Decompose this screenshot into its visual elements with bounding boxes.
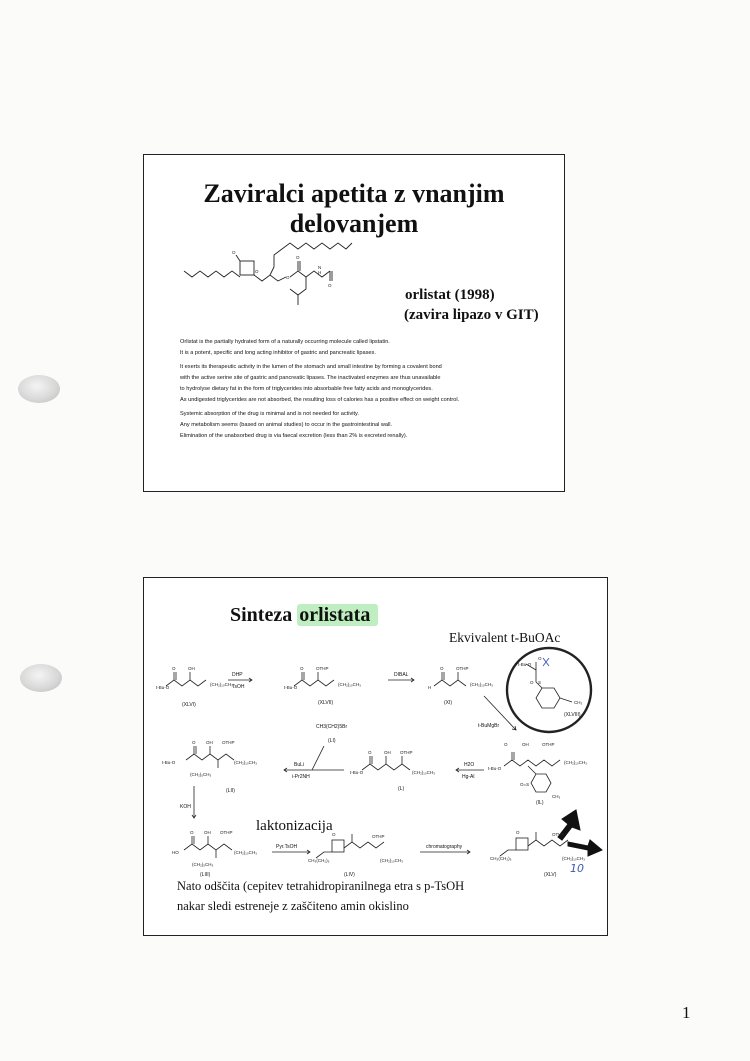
svg-text:(CH₂)₁₀CH₃: (CH₂)₁₀CH₃ (470, 682, 493, 687)
svg-text:(CH₂)₁₀CH₃: (CH₂)₁₀CH₃ (338, 682, 361, 687)
compound-label: (LII) (226, 788, 235, 794)
reagent-label: TsOH (232, 684, 245, 690)
bullet-list (180, 337, 560, 443)
svg-text:(CH₂)₁₀CH₃: (CH₂)₁₀CH₃ (234, 850, 257, 855)
svg-text:CH₃: CH₃ (574, 700, 583, 705)
svg-text:O: O (516, 830, 520, 835)
page-number: 1 (682, 1003, 691, 1022)
reagent-label: KOH (180, 804, 191, 810)
svg-text:OH: OH (188, 666, 195, 671)
svg-text:(CH₂)₅CH₃: (CH₂)₅CH₃ (190, 772, 212, 777)
svg-text:O: O (530, 680, 534, 685)
bullet-item: It exerts its therapeutic activity in the lumen of the stomach and small intestine by forming a covalent bond (180, 363, 442, 370)
reagent-label: Hg-Al (462, 774, 475, 780)
svg-text:H: H (428, 685, 432, 690)
reagent-label: chromatography (426, 844, 463, 850)
note-line: nakar sledi estreneje z zaščiteno amin okislino (177, 899, 409, 913)
slide1-title: Zaviralci apetita z vnanjim delovanjem (203, 179, 505, 238)
svg-text:O=S: O=S (520, 782, 530, 787)
svg-text:OTHP: OTHP (400, 750, 413, 755)
svg-text:OTHP: OTHP (220, 830, 233, 835)
svg-text:t-Bu-O: t-Bu-O (488, 766, 502, 771)
title-prefix: Sinteza (230, 604, 298, 626)
svg-text:(CH₂)₁₀CH₃: (CH₂)₁₀CH₃ (380, 858, 403, 863)
handwritten-mark: 10 (570, 862, 584, 875)
note-line: Nato odščita (cepitev tetrahidropiranilnega etra s p-TsOH (177, 879, 465, 893)
reagent-label: DHP (232, 672, 243, 678)
svg-text:t-Bu-O: t-Bu-O (162, 760, 176, 765)
bullet-item: Elimination of the unabsorbed drug is via faecal excretion (less than 2% is excreted renally). (180, 433, 408, 440)
punch-hole-top (18, 375, 60, 403)
svg-text:t-Bu-O: t-Bu-O (350, 770, 364, 775)
svg-text:O: O (440, 666, 444, 671)
compound-label: (XLVII) (318, 700, 334, 706)
slide-orlistat (143, 154, 565, 492)
drug-name: orlistat (1998) (405, 287, 495, 303)
compound-label: (LIII) (200, 872, 211, 878)
svg-text:(CH₂)₁₀CH₃: (CH₂)₁₀CH₃ (562, 856, 585, 861)
svg-text:O: O (192, 740, 196, 745)
compound-label: (XLVI) (182, 702, 196, 708)
svg-text:O: O (300, 666, 304, 671)
punch-hole-bottom (20, 664, 62, 692)
svg-text:O: O (172, 666, 176, 671)
svg-text:t-Bu-O: t-Bu-O (284, 685, 298, 690)
reagent-label: BuLi (294, 762, 305, 768)
compound-label: (L) (398, 786, 405, 792)
bullet-item: It is a potent, specific and long acting inhibitor of gastric and pancreatic lipases. (180, 350, 376, 357)
svg-text:OTHP: OTHP (372, 834, 385, 839)
svg-text:t-Bu-O: t-Bu-O (518, 662, 532, 667)
bullet-item: Systemic absorption of the drug is minimal and is not needed for activity. (180, 410, 359, 417)
svg-text:OH: OH (204, 830, 211, 835)
drug-action: (zavira lipazo v GIT) (404, 307, 539, 323)
compound-label: (XLVIII) (564, 712, 581, 718)
svg-text:O: O (255, 269, 259, 274)
svg-text:CH₃(CH₂)₅: CH₃(CH₂)₅ (308, 858, 330, 863)
synthesis-note (177, 876, 464, 916)
svg-text:(CH₂)₁₀CH₃: (CH₂)₁₀CH₃ (564, 760, 587, 765)
title-highlight: orlistata (297, 604, 378, 626)
bullet-item: Orlistat is the partially hydrated form of a naturally occurring molecule called lipstatin. (180, 339, 390, 345)
compound-label: (XLV) (544, 872, 557, 878)
svg-text:O: O (190, 830, 194, 835)
bullet-item: As undigested triglycerides are not absorbed, the resulting loss of calories has a positive effect on weight control. (180, 397, 460, 404)
svg-text:OH: OH (206, 740, 213, 745)
compound-label: (IL) (536, 800, 544, 806)
reagent-label: DIBAL (394, 672, 409, 678)
svg-text:O: O (538, 656, 542, 661)
bullet-item: Any metabolism seems (based on animal studies) to occur in the gastrointestinal wall. (180, 422, 393, 429)
svg-text:O: O (332, 832, 336, 837)
svg-text:HO: HO (172, 850, 179, 855)
svg-text:CH₃(CH₂)₅: CH₃(CH₂)₅ (490, 856, 512, 861)
slide-synthesis (143, 577, 608, 936)
svg-text:OTHP: OTHP (552, 832, 565, 837)
svg-text:CH₃: CH₃ (552, 794, 561, 799)
svg-text:N: N (318, 265, 322, 270)
svg-text:O: O (286, 275, 290, 280)
svg-text:t-Bu-O: t-Bu-O (156, 685, 170, 690)
reagent-label: Pyr.TsOH (276, 844, 298, 850)
svg-text:OTHP: OTHP (222, 740, 235, 745)
svg-text:O: O (328, 283, 332, 288)
svg-text:O: O (504, 742, 508, 747)
svg-text:(CH₂)₁₀CH₃: (CH₂)₁₀CH₃ (234, 760, 257, 765)
reagent-label: t-BuMgBr (478, 723, 500, 729)
bullet-item: with the active serine site of gastric and pancreatic lipases. The inactivated enzymes are thus unavailable (180, 374, 441, 381)
svg-text:(CH₂)₁₀CH₃: (CH₂)₁₀CH₃ (210, 682, 233, 687)
svg-text:OTHP: OTHP (542, 742, 555, 747)
compound-label: (XI) (444, 700, 453, 706)
orlistat-structure (182, 227, 372, 327)
svg-text:O: O (368, 750, 372, 755)
svg-text:O: O (232, 250, 236, 255)
equivalent-label: Ekvivalent t-BuOAc (449, 630, 561, 645)
bullet-item: to hydrolyse dietary fat in the form of triglycerides into absorbable free fatty acids and monoglycerides. (180, 386, 433, 393)
svg-text:OTHP: OTHP (456, 666, 469, 671)
lactonization-label: laktonizacija (256, 818, 333, 834)
compound-label: (LIV) (344, 872, 355, 878)
svg-text:OTHP: OTHP (316, 666, 329, 671)
svg-text:S: S (538, 680, 542, 685)
svg-text:(CH₂)₅CH₃: (CH₂)₅CH₃ (192, 862, 214, 867)
svg-text:O: O (296, 255, 300, 260)
svg-text:H: H (318, 270, 322, 275)
svg-text:OH: OH (522, 742, 529, 747)
svg-text:(CH₂)₁₀CH₃: (CH₂)₁₀CH₃ (412, 770, 435, 775)
reagent-label: H2O (464, 762, 475, 768)
compound-label: (LI) (328, 738, 336, 744)
svg-text:OH: OH (384, 750, 391, 755)
reagent-label: CH3(CH2)5Br (316, 724, 348, 730)
reagent-label: i-Pr2NH (292, 774, 310, 780)
drug-caption (404, 285, 539, 325)
